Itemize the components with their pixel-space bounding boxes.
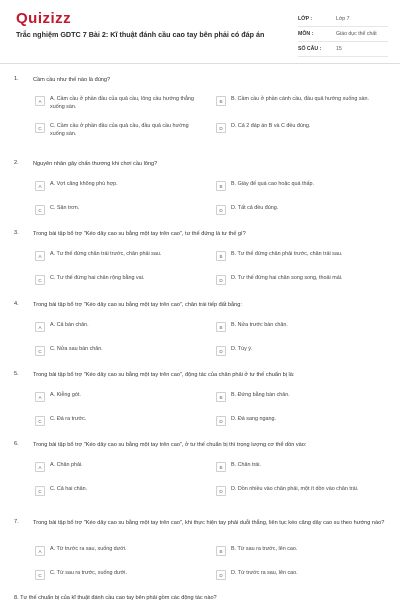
option-text: B. Chân trái. [231,462,261,468]
answer-option-a[interactable] [35,392,200,402]
option-text: C. Cầm cầu ở phần đầu của quả cầu, đầu quả cầu hướng xuống sàn. [50,123,189,137]
option-letter-badge: C [35,346,45,356]
option-letter-badge: B [216,546,226,556]
option-text: A. Chân phải. [50,462,83,468]
answer-option-c[interactable] [35,123,200,138]
option-text: B. Từ sau ra trước, lên cao. [231,546,298,552]
option-letter-badge: C [35,205,45,215]
question-header [14,441,394,450]
option-letter-badge: D [216,346,226,356]
question-header [14,76,394,85]
answer-option-d[interactable] [216,205,381,215]
question-header [14,160,394,169]
question-text: Trong bài tập bổ trợ "Kéo dây cao su bằng một tay trên cao", chân trái tiếp đất bằng: [33,302,242,308]
option-text: D. Tư thế đứng hai chân song song, thoải mái. [231,275,343,281]
question-number: 1. [14,76,19,82]
option-text: C. Tư thế đứng hai chân rộng bằng vai. [50,275,145,281]
worksheet-title: Trắc nghiệm GDTC 7 Bài 2: Kĩ thuật đánh cầu cao tay bên phải có đáp án [16,30,265,39]
answer-option-d[interactable] [216,123,381,133]
answer-option-b[interactable] [216,546,381,556]
option-text: C. Cả hai chân. [50,486,88,492]
option-text: C. Từ sau ra trước, xuống dưới. [50,570,127,576]
option-letter-badge: A [35,322,45,332]
header-divider [0,63,400,64]
answer-option-b[interactable] [216,392,381,402]
answer-option-a[interactable] [35,96,200,111]
answer-option-a[interactable] [35,181,200,191]
option-letter-badge: A [35,546,45,556]
answer-option-d[interactable] [216,486,381,496]
answer-option-d[interactable] [216,346,381,356]
question-number: 6. [14,441,19,447]
option-text: D. Từ trước ra sau, lên cao. [231,570,298,576]
meta-key: LỚP : [298,16,313,22]
option-text: C. Đá ra trước. [50,416,87,422]
answer-option-b[interactable] [216,322,381,332]
option-letter-badge: B [216,96,226,106]
answer-option-c[interactable] [35,346,200,356]
option-text: A. Từ trước ra sau, xuống dưới. [50,546,127,552]
answer-option-a[interactable] [35,251,200,261]
meta-row-class [298,12,388,27]
answer-option-a[interactable] [35,546,200,556]
option-letter-badge: D [216,123,226,133]
option-letter-badge: B [216,322,226,332]
option-letter-badge: D [216,416,226,426]
answer-option-a[interactable] [35,322,200,332]
option-text: B. Giày đế quá cao hoặc quá thấp. [231,181,315,187]
question-number: 2. [14,160,19,166]
question-text: Trong bài tập bổ trợ "Kéo dây cao su bằng một tay trên cao", tư thế đứng là tư thế gì? [33,231,246,237]
question-header [14,230,394,239]
option-text: B. Tư thế đứng chân phải trước, chân trái sau. [231,251,343,257]
question-text: Nguyên nhân gây chấn thương khi chơi cầu lông? [33,161,158,167]
question-number: 3. [14,230,19,236]
option-letter-badge: B [216,462,226,472]
worksheet-header [0,0,400,62]
option-letter-badge: D [216,570,226,580]
quizizz-logo: Quizizz [16,10,72,27]
question-text: Trong bài tập bổ trợ "Kéo dây cao su bằng một tay trên cao", động tác của chân phải ở tư thế chuẩn bị là: [33,372,295,378]
answer-option-c[interactable] [35,570,200,580]
option-text: A. Tư thế đứng chân trái trước, chân phải sau. [50,251,162,257]
answer-option-d[interactable] [216,275,381,285]
option-text: D. Tùy ý. [231,346,253,352]
answer-option-c[interactable] [35,486,200,496]
option-text: B. Nửa trước bàn chân. [231,322,288,328]
option-text: D. Đá sang ngang. [231,416,276,422]
option-letter-badge: A [35,251,45,261]
option-letter-badge: C [35,416,45,426]
question-header [14,301,394,310]
option-letter-badge: D [216,205,226,215]
option-text: A. Vợt căng không phù hợp. [50,181,118,187]
meta-key: SỐ CÂU : [298,46,322,52]
option-letter-badge: B [216,392,226,402]
answer-option-b[interactable] [216,96,381,106]
question-header [14,371,394,380]
answer-option-d[interactable] [216,416,381,426]
option-letter-badge: C [35,570,45,580]
option-letter-badge: A [35,181,45,191]
option-letter-badge: C [35,275,45,285]
option-letter-badge: D [216,275,226,285]
question-number: 7. [14,519,19,525]
answer-option-b[interactable] [216,462,381,472]
question-number: 4. [14,301,19,307]
option-letter-badge: D [216,486,226,496]
option-letter-badge: B [216,251,226,261]
answer-option-b[interactable] [216,251,381,261]
option-text: B. Đứng bằng bàn chân. [231,392,290,398]
question-text: Trong bài tập bổ trợ "Kéo dây cao su bằng một tay trên cao", ở tư thế chuẩn bị thì trọng lượng cơ thể dồn vào: [33,442,307,448]
option-letter-badge: B [216,181,226,191]
option-text: C. Nửa sau bàn chân. [50,346,103,352]
option-text: A. Cả bàn chân. [50,322,89,328]
question-text: Cầm cầu như thế nào là đúng? [33,77,111,83]
option-text: D. Cả 2 đáp án B và C đều đúng. [231,123,311,129]
answer-option-c[interactable] [35,416,200,426]
question-text: Trong bài tập bổ trợ "Kéo dây cao su bằng một tay trên cao", khi thực hiện tay phải duỗi thẳng, liên tục kéo căng dây cao su theo hướng nào? [33,520,385,526]
meta-key: MÔN : [298,31,314,37]
meta-row-subject [298,27,388,42]
answer-option-b[interactable] [216,181,381,191]
meta-row-count [298,42,388,57]
answer-option-d[interactable] [216,570,381,580]
question-header [14,519,394,528]
answer-option-a[interactable] [35,462,200,472]
answer-option-c[interactable] [35,205,200,215]
answer-option-c[interactable] [35,275,200,285]
option-text: D. Tất cả đều đúng. [231,205,279,211]
option-letter-badge: A [35,462,45,472]
option-letter-badge: A [35,392,45,402]
meta-value: Lớp 7 [336,16,350,22]
option-letter-badge: A [35,96,45,106]
option-letter-badge: C [35,486,45,496]
option-text: C. Sân trơn. [50,205,80,211]
option-text: B. Cầm cầu ở phần cánh cầu, đầu quả hướng xuống sàn. [231,96,370,102]
option-text: A. Kiễng gót. [50,392,81,398]
option-text: A. Cầm cầu ở phần đầu của quả cầu, lông cầu hướng thẳng xuống sàn. [50,96,195,110]
question-number: 5. [14,371,19,377]
option-text: D. Dồn nhiều vào chân phải, một ít dồn vào chân trái. [231,486,359,492]
meta-value: Giáo dục thể chất [336,31,377,37]
worksheet-meta [298,12,388,57]
option-letter-badge: C [35,123,45,133]
question-8-partial: 8. Tư thế chuẩn bị của kĩ thuật đánh cầu cao tay bên phải gồm các động tác nào? [14,595,217,601]
meta-value: 15 [336,46,342,52]
